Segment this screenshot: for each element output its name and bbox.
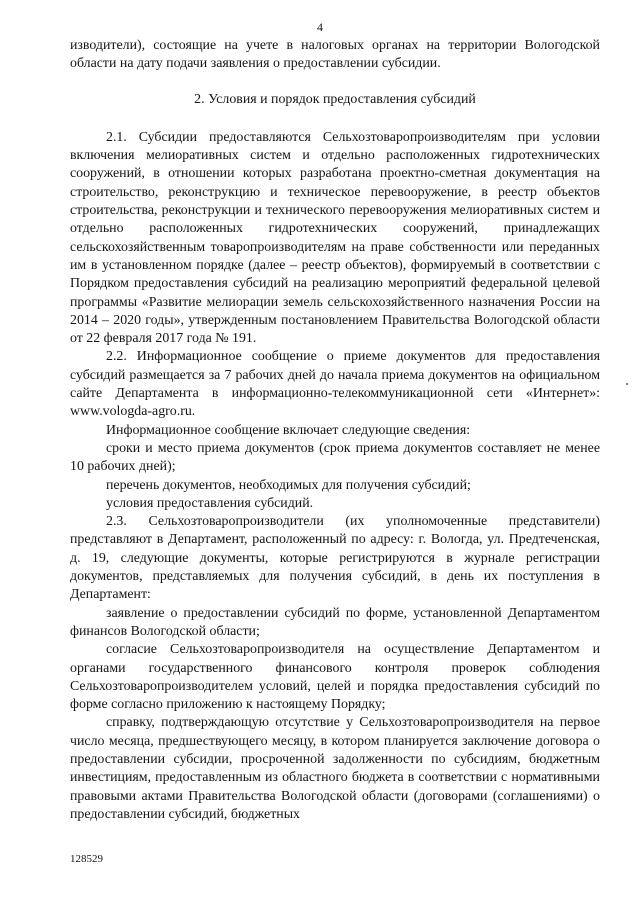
scan-speck [626, 383, 628, 385]
paragraph-2-2: 2.2. Информационное сообщение о приеме документов для предоставления субсидий размещается за 7 рабочих дней до начала приема документов на официальном сайте Департамента в информационно-телекоммуникационной сети «Интернет»: www.vologda-agro.ru. [70, 349, 600, 420]
paragraph-continuation: изводители), состоящие на учете в налоговых органах на территории Вологодской области на дату подачи заявления о предоставлении субсидии. [70, 38, 600, 72]
paragraph-info-terms: сроки и место приема документов (срок приема документов составляет не менее 10 рабочих дней); [70, 440, 600, 475]
paragraph-info-conditions: условия предоставления субсидий. [106, 495, 314, 511]
paragraph-2-3: 2.3. Сельхозтоваропроизводители (их уполномоченные представители) представляют в Департамент, расположенный по адресу: г. Вологда, ул. Предтеченская, д. 19, следующие документы, которые регистрируются в журнале регистрации документов, представляемых для получения субсидий, в день их поступления в Департамент: [70, 514, 600, 603]
paragraph-info-includes: Информационное сообщение включает следующие сведения: [106, 422, 471, 438]
footer-document-code: 128529 [70, 853, 103, 865]
paragraph-certificate: справку, подтверждающую отсутствие у Сельхозтоваропроизводителя на первое число месяца, предшествующего месяцу, в котором планируется заключение договора о предоставлении субсидии, просроченной задолженности по субсидиям, бюджетным инвестициям, предоставленным из областного бюджета в соответствии с нормативными правовыми актами Правительства Вологодской области (договорами (соглашениями) о предоставлении субсидий, бюджетных [70, 715, 600, 822]
paragraph-info-documents: перечень документов, необходимых для получения субсидий; [106, 477, 471, 493]
paragraph-application: заявление о предоставлении субсидий по форме, установленной Департаментом финансов Вологодской области; [70, 605, 600, 639]
page-number: 4 [317, 20, 323, 34]
document-body [70, 37, 600, 824]
paragraph-consent: согласие Сельхозтоваропроизводителя на осуществление Департаментом и органами государственного финансового контроля проверок соблюдения Сельхозтоваропроизводителем условий, целей и порядка предоставления субсидий по форме согласно приложению к настоящему Порядку; [70, 642, 600, 713]
section-heading: 2. Условия и порядок предоставления субсидий [194, 91, 476, 107]
paragraph-2-1: 2.1. Субсидии предоставляются Сельхозтоваропроизводителям при условии включения мелиоративных систем и отдельно расположенных гидротехнических сооружений, в отношении которых разработана проектно-сметная документация на строительство, реконструкцию и техническое перевооружение, в реестр объектов строительства, реконструкции и технического перевооружения мелиоративных систем и отдельно расположенных гидротехнических сооружений, принадлежащих сельскохозяйственным товаропроизводителям на праве собственности или переданных им в установленном порядке (далее – реестр объектов), формируемый в соответствии с Порядком предоставления субсидий на реализацию мероприятий федеральной целевой программы «Развитие мелиорации земель сельскохозяйственного назначения России на 2014 – 2020 годы», утвержденным постановлением Правительства Вологодской области от 22 февраля 2017 года № 191. [70, 129, 600, 347]
